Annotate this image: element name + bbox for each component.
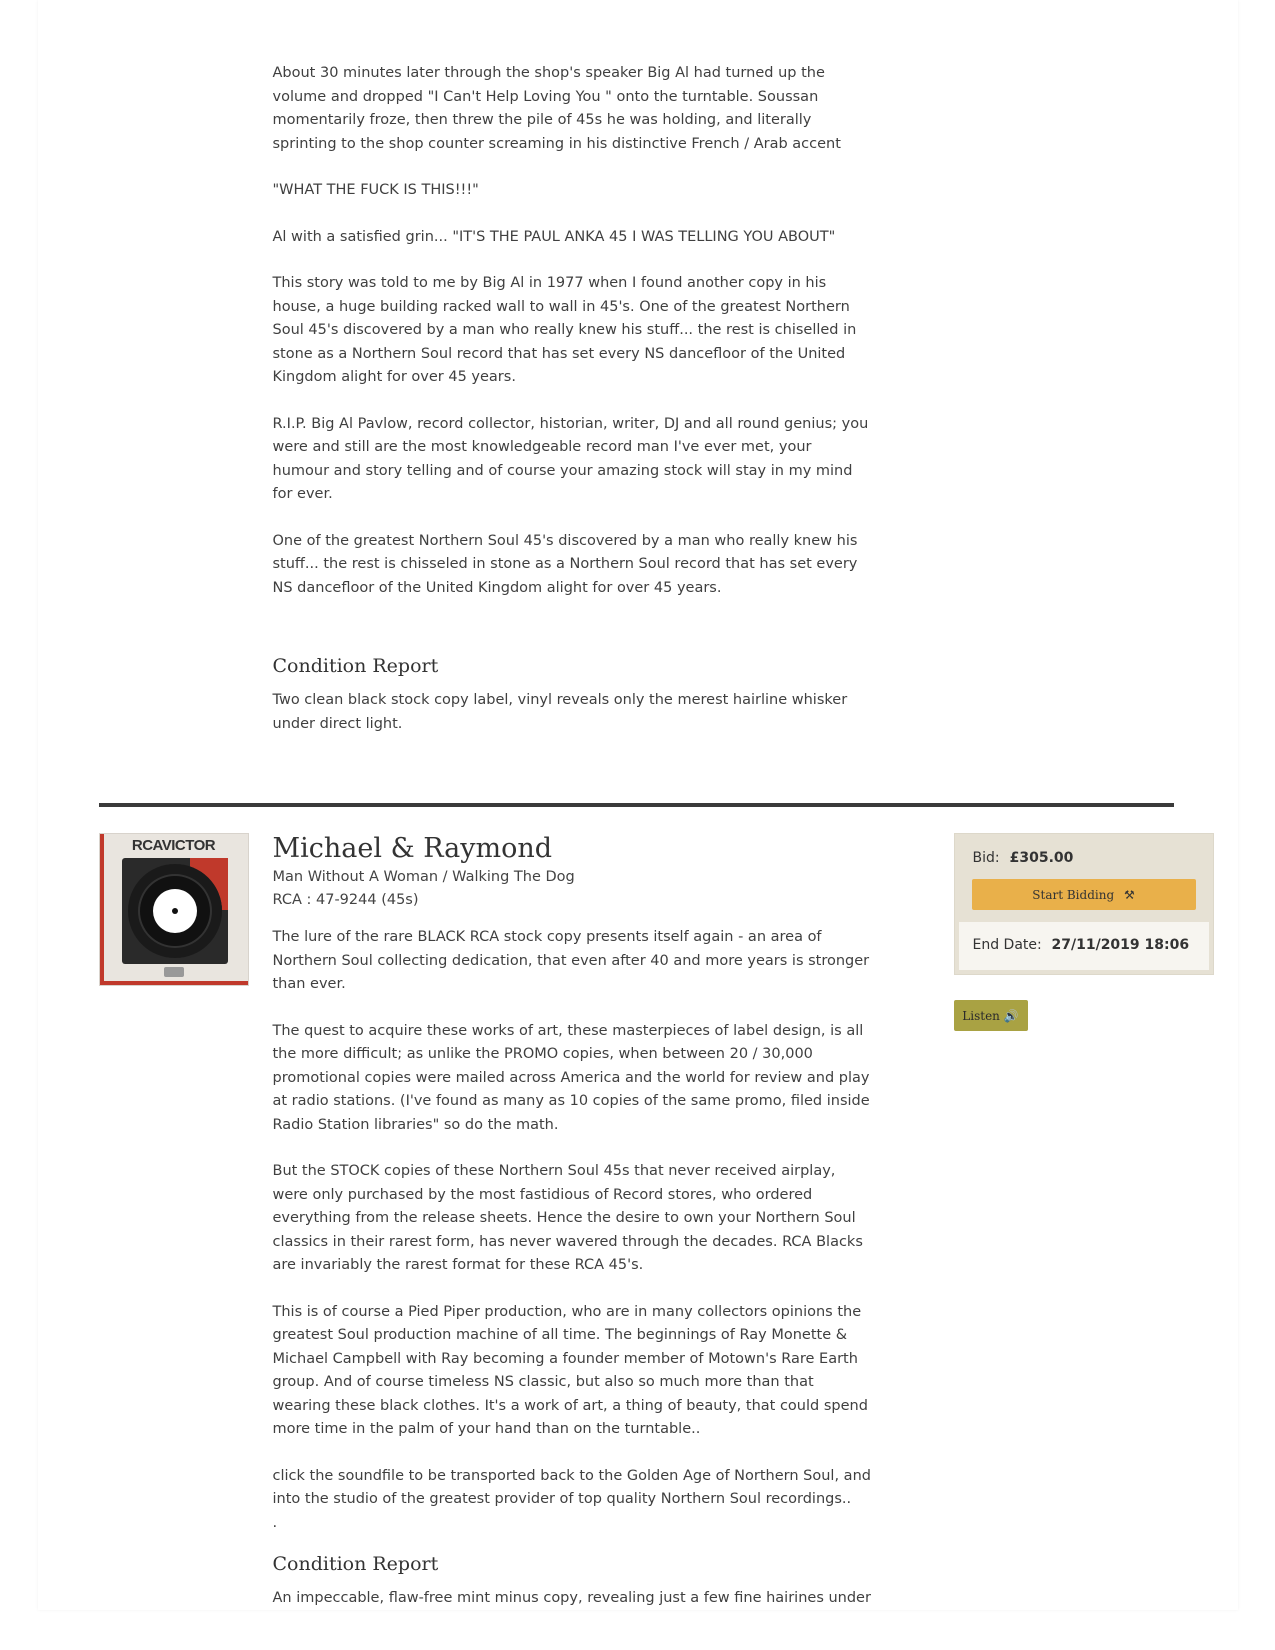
paragraph: This story was told to me by Big Al in 1977 when I found another copy in his house, a huge building racked wall to wall in 45's. One of the greatest Northern Soul 45's discovered by a man who really knew his stuff... the rest is chiselled in stone as a Northern Soul record that has set every NS dancefloor of the United Kingdom alight for over 45 years. (272, 275, 857, 385)
lot-song-titles: Man Without A Woman / Walking The Dog (272, 869, 575, 885)
paragraph: R.I.P. Big Al Pavlow, record collector, historian, writer, DJ and all round genius; you were and still are the most knowledgeable record man I've ever met, your humour and story telling and of course your amazing stock will stay in my mind for ever. (272, 415, 869, 502)
paragraph: But the STOCK copies of these Northern Soul 45s that never received airplay, were only purchased by the most fastidious of Record stores, who ordered everything from the release sheets. Hence the desire to own your Northern Soul classics in their rarest form, has never wavered through the decades. RCA Blacks are invariably the rarest format for these RCA 45's. (272, 1163, 863, 1273)
paragraph: Al with a satisfied grin... "IT'S THE PAUL ANKA 45 I WAS TELLING YOU ABOUT" (272, 228, 836, 245)
end-date-label: End Date: (972, 937, 1042, 953)
end-date-value: 27/11/2019 18:06 (1051, 937, 1190, 953)
paragraph: The quest to acquire these works of art, these masterpieces of label design, is all the more difficult; as unlike the PROMO copies, when between 20 / 30,000 promotional copies were mailed across America and the world for review and play at radio stations. (I've found as many as 10 copies of the same promo, filed inside Radio Station libraries" so do the math. (272, 1022, 870, 1133)
lot-details (273, 832, 873, 1610)
record-label (153, 889, 197, 933)
lot-catalog-number: RCA : 47-9244 (45s) (272, 892, 419, 908)
gavel-icon: ⚒ (1123, 887, 1135, 902)
bid-label: Bid: (972, 850, 1000, 866)
nipper-dog-icon (164, 967, 184, 977)
start-bidding-label: Start Bidding (1032, 887, 1115, 902)
lot-artist-title[interactable]: Michael & Raymond (272, 833, 553, 864)
record-sleeve-frame (122, 858, 228, 964)
condition-report-title: Condition Report (272, 1553, 439, 1575)
sleeve-edge (100, 834, 104, 985)
bid-amount: £305.00 (1009, 850, 1074, 866)
record-thumbnail[interactable] (99, 833, 249, 986)
spindle-hole (172, 908, 178, 914)
end-date-row (959, 922, 1209, 970)
previous-lot-description (273, 62, 873, 623)
condition-report-text: An impeccable, flaw-free mint minus copy, revealing just a few fine hairines under (272, 1590, 871, 1606)
condition-report-text: Two clean black stock copy label, vinyl reveals only the merest hairline whisker under direct light. (272, 692, 848, 732)
paragraph: click the soundfile to be transported back to the Golden Age of Northern Soul, and into the studio of the greatest provider of top quality Northern Soul recordings.. (272, 1467, 871, 1507)
paragraph: One of the greatest Northern Soul 45's discovered by a man who really knew his stuff... the rest is chisseled in stone as a Northern Soul record that has set every NS dancefloor of the United Kingdom alight for over 45 years. (272, 532, 858, 596)
start-bidding-button[interactable] (972, 879, 1196, 910)
lot-divider (99, 803, 1174, 807)
listen-label: Listen (962, 1008, 1000, 1023)
page (38, 0, 1238, 1610)
vinyl-record-icon (128, 864, 222, 958)
condition-report-title: Condition Report (272, 655, 439, 677)
rca-victor-logo: RCAVICTOR (131, 837, 216, 854)
bid-panel (954, 833, 1214, 975)
current-bid (973, 850, 1074, 866)
paragraph-dot: . (272, 1514, 278, 1531)
paragraph: About 30 minutes later through the shop's speaker Big Al had turned up the volume and dropped "I Can't Help Loving You " onto the turntable. Soussan momentarily froze, then threw the pile of 45s he was holding, and literally sprinting to the shop counter screaming in his distinctive French / Arab accent (272, 65, 841, 152)
paragraph: The lure of the rare BLACK RCA stock copy presents itself again - an area of Northern Soul collecting dedication, that even after 40 and more years is stronger than ever. (272, 929, 870, 992)
listen-button[interactable] (954, 1000, 1028, 1031)
paragraph: This is of course a Pied Piper production, who are in many collectors opinions the greatest Soul production machine of all time. The beginnings of Ray Monette & Michael Campbell with Ray becoming a founder member of Motown's Rare Earth group. And of course timeless NS classic, but also so much more than that wearing these black clothes. It's a work of art, a thing of beauty, that could spend more time in the palm of your hand than on the turntable.. (272, 1303, 868, 1437)
paragraph: "WHAT THE FUCK IS THIS!!!" (272, 182, 479, 198)
sleeve-edge (100, 981, 248, 985)
speaker-icon: 🔊 (1003, 1008, 1019, 1023)
previous-condition-report (273, 655, 873, 759)
